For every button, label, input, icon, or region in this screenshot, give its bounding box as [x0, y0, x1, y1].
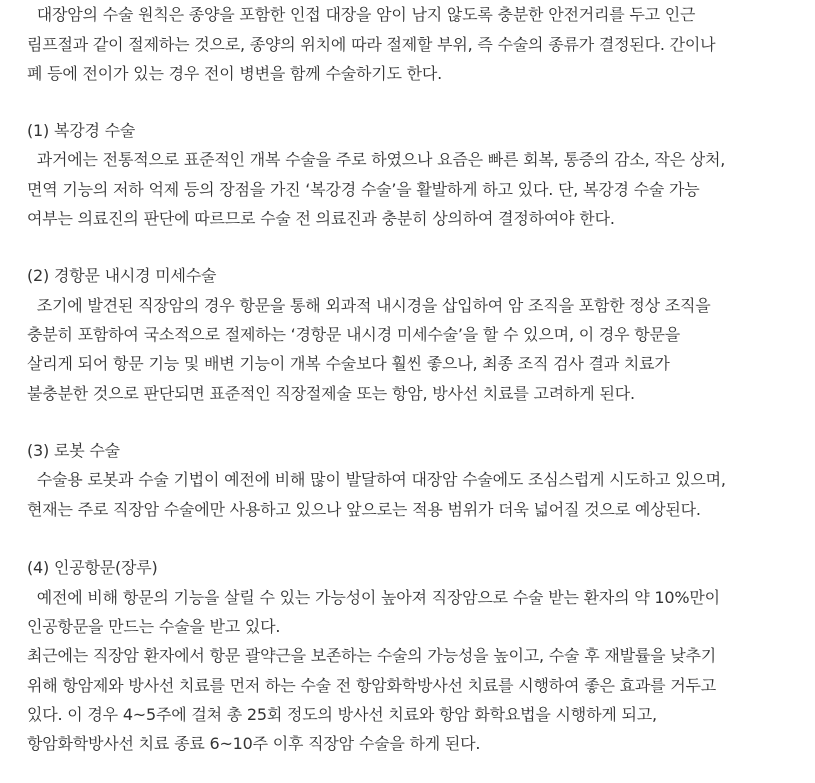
intro-line-1: 대장암의 수술 원칙은 종양을 포함한 인접 대장을 암이 남지 않도록 충분한 안전거리를 두고 인근	[27, 5, 696, 24]
section-2-line-4: 불충분한 것으로 판단되면 표준적인 직장절제술 또는 항암, 방사선 치료를 고려하게 된다.	[27, 384, 635, 403]
section-4-line-6: 항암화학방사선 치료 종료 6~10주 이후 직장암 수술을 하게 된다.	[27, 734, 481, 753]
section-4-line-4: 위해 항암제와 방사선 치료를 먼저 하는 수술 전 항암화학방사선 치료를 시행하여 좋은 효과를 거두고	[27, 676, 717, 695]
section-heading-laparoscopic: (1) 복강경 수술	[27, 121, 136, 140]
section-2-line-1: 조기에 발견된 직장암의 경우 항문을 통해 외과적 내시경을 삽입하여 암 조직을 포함한 정상 조직을	[27, 296, 711, 315]
section-2-line-3: 살리게 되어 항문 기능 및 배변 기능이 개복 수술보다 훨씬 좋으나, 최종 조직 검사 결과 치료가	[27, 354, 670, 373]
section-heading-stoma: (4) 인공항문(장루)	[27, 558, 158, 577]
section-heading-robotic: (3) 로봇 수술	[27, 441, 120, 460]
intro-line-3: 폐 등에 전이가 있는 경우 전이 병변을 함께 수술하기도 한다.	[27, 64, 443, 83]
intro-line-2: 림프절과 같이 절제하는 것으로, 종양의 위치에 따라 절제할 부위, 즉 수술의 종류가 결정된다. 간이나	[27, 35, 716, 54]
section-1-line-1: 과거에는 전통적으로 표준적인 개복 수술을 주로 하였으나 요즘은 빠른 회복, 통증의 감소, 작은 상처,	[27, 150, 726, 169]
section-2-line-2: 충분히 포함하여 국소적으로 절제하는 ‘경항문 내시경 미세수술’을 할 수 있으며, 이 경우 항문을	[27, 325, 681, 344]
section-heading-transanal: (2) 경항문 내시경 미세수술	[27, 266, 217, 285]
section-4-line-1: 예전에 비해 항문의 기능을 살릴 수 있는 가능성이 높아져 직장암으로 수술 받는 환자의 약 10%만이	[27, 588, 720, 607]
section-4-line-2: 인공항문을 만드는 수술을 받고 있다.	[27, 617, 281, 636]
section-3-line-2: 현재는 주로 직장암 수술에만 사용하고 있으나 앞으로는 적용 범위가 더욱 넓어질 것으로 예상된다.	[27, 500, 701, 519]
section-1-line-2: 면역 기능의 저하 억제 등의 장점을 가진 ‘복강경 수술’을 활발하게 하고 있다. 단, 복강경 수술 가능	[27, 180, 700, 199]
section-3-line-1: 수술용 로봇과 수술 기법이 예전에 비해 많이 발달하여 대장암 수술에도 조심스럽게 시도하고 있으며,	[27, 470, 726, 489]
section-1-line-3: 여부는 의료진의 판단에 따르므로 수술 전 의료진과 충분히 상의하여 결정하여야 한다.	[27, 209, 615, 228]
section-4-line-3: 최근에는 직장암 환자에서 항문 괄약근을 보존하는 수술의 가능성을 높이고, 수술 후 재발률을 낮추기	[27, 646, 717, 665]
section-4-line-5: 있다. 이 경우 4~5주에 걸쳐 총 25회 정도의 방사선 치료와 항암 화학요법을 시행하게 되고,	[27, 705, 657, 724]
